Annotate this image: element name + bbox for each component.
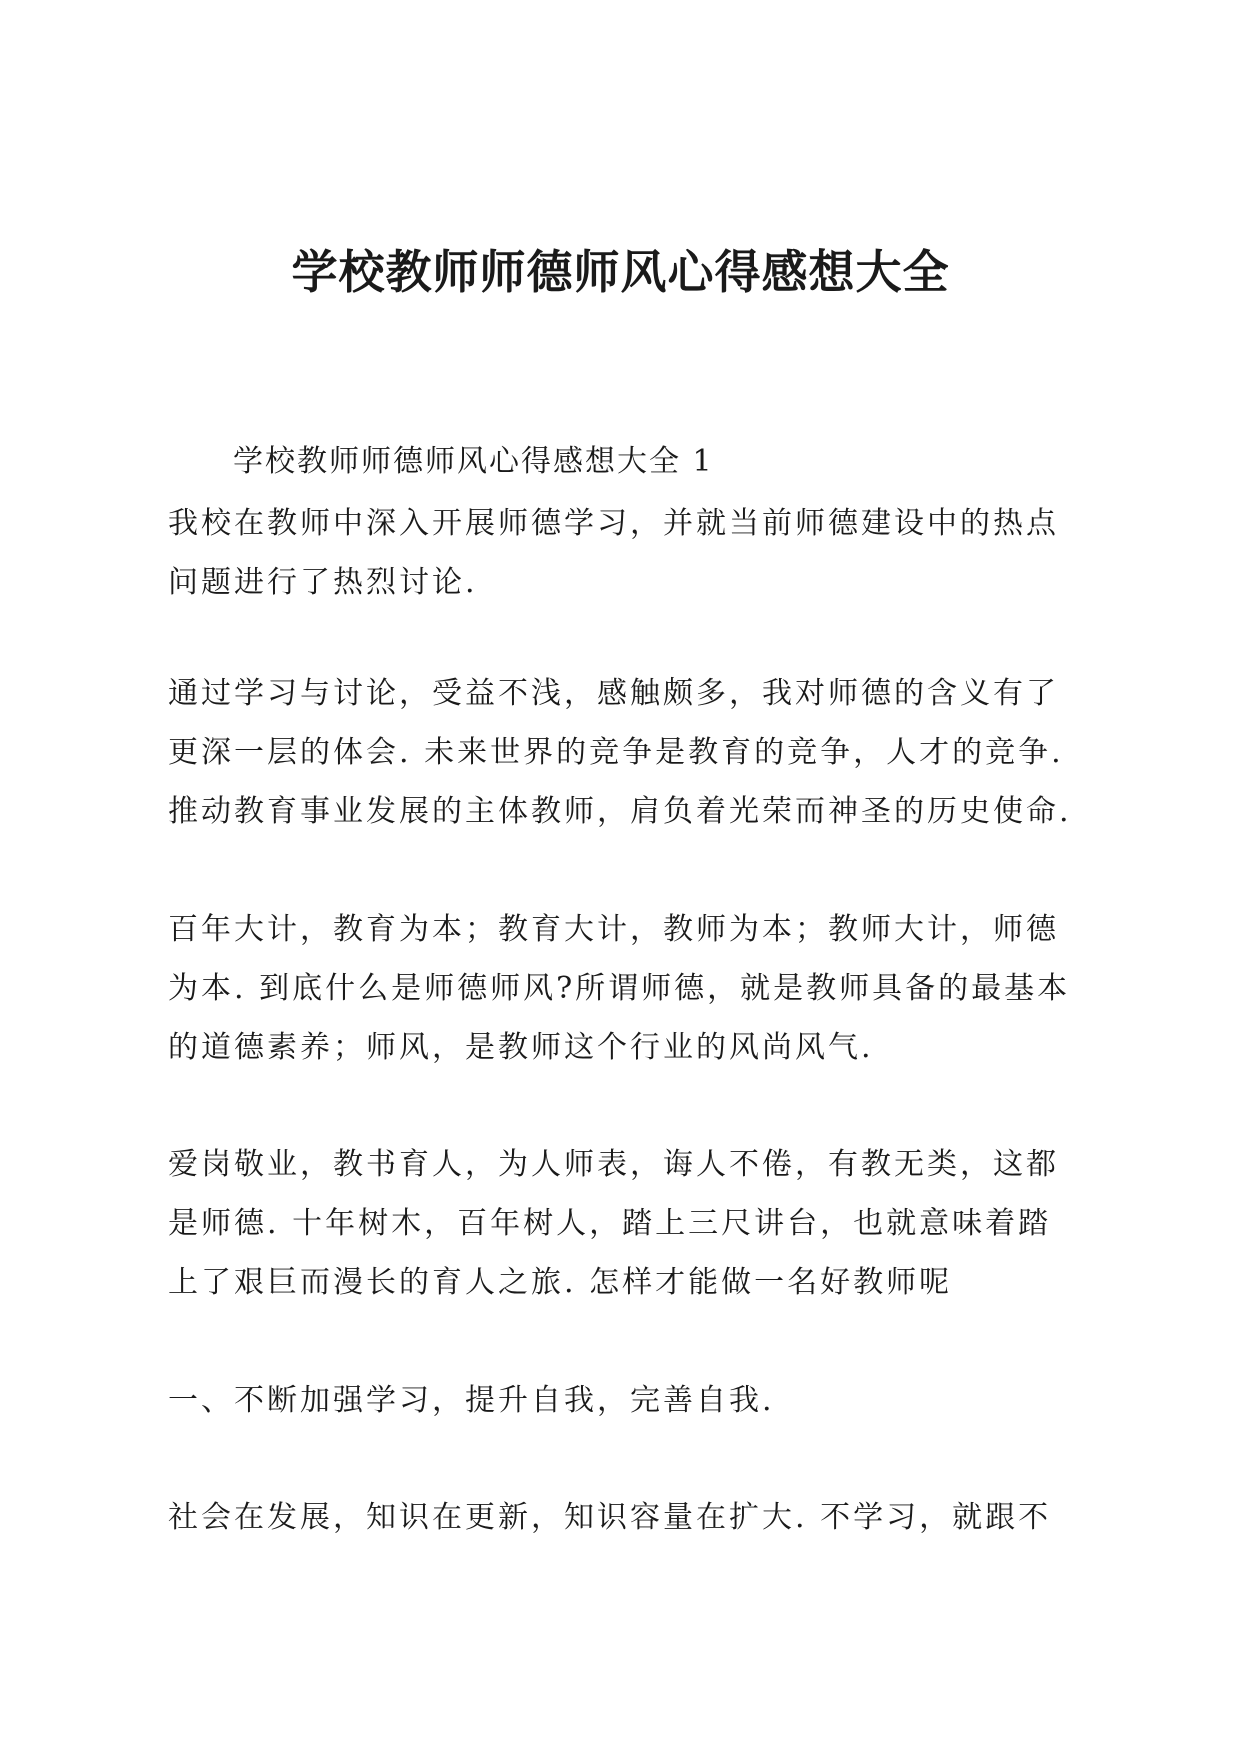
paragraph-heading <box>168 1371 1078 1430</box>
section-heading: 学校教师师德师风心得感想大全 1 <box>233 444 714 479</box>
paragraph-line: 百年大计，教育为本；教育大计，教师为本；教师大计，师德 <box>168 912 1059 947</box>
paragraph-line: 的道德素养；师风，是教师这个行业的风尚风气. <box>168 1030 874 1065</box>
paragraph-line: 为本. 到底什么是师德师风?所谓师德，就是教师具备的最基本 <box>168 971 1071 1006</box>
document-title: 学校教师师德师风心得感想大全 <box>291 245 950 299</box>
paragraph-line: 通过学习与讨论，受益不浅，感触颇多，我对师德的含义有了 <box>168 676 1059 711</box>
paragraph-line: 更深一层的体会. 未来世界的竞争是教育的竞争，人才的竞争. <box>168 735 1064 770</box>
paragraph-line: 一、不断加强学习，提升自我，完善自我. <box>168 1383 775 1418</box>
paragraph-line: 是师德. 十年树木，百年树人，踏上三尺讲台，也就意味着踏 <box>168 1206 1052 1241</box>
paragraph-line: 上了艰巨而漫长的育人之旅. 怎样才能做一名好教师呢 <box>168 1265 953 1300</box>
paragraph-line: 我校在教师中深入开展师德学习，并就当前师德建设中的热点 <box>168 506 1059 541</box>
paragraph <box>168 494 1078 612</box>
paragraph-line: 推动教育事业发展的主体教师，肩负着光荣而神圣的历史使命. <box>168 794 1072 829</box>
paragraph-line: 问题进行了热烈讨论. <box>168 565 478 600</box>
paragraph <box>168 1488 1078 1547</box>
paragraph-line: 社会在发展，知识在更新，知识容量在扩大. 不学习，就跟不 <box>168 1500 1052 1535</box>
paragraph <box>168 1135 1078 1312</box>
paragraph <box>168 664 1078 841</box>
paragraph-line: 爱岗敬业，教书育人，为人师表，诲人不倦，有教无类，这都 <box>168 1147 1059 1182</box>
paragraph <box>168 900 1078 1077</box>
